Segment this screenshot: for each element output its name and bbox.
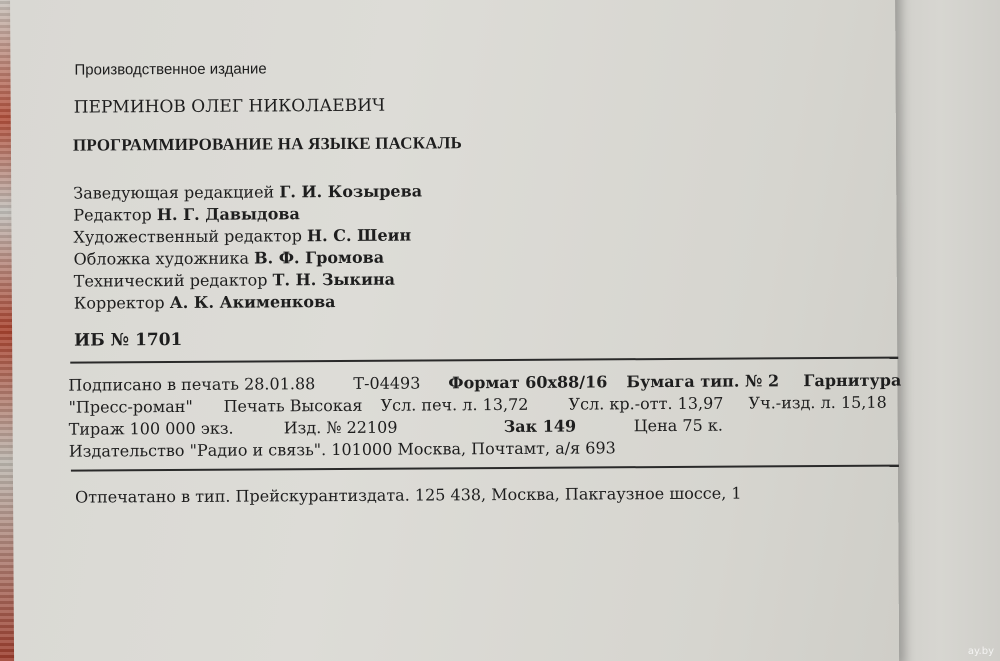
top-rule [70, 357, 898, 364]
staff-name: Н. Г. Давыдова [156, 204, 300, 225]
staff-role: Редактор [73, 205, 152, 225]
watermark-text: ay.by [967, 646, 994, 657]
print-run: Тираж 100 000 экз. [68, 418, 234, 439]
staff-name: А. К. Акименкова [169, 292, 336, 313]
staff-role: Художественный редактор [73, 226, 302, 247]
format: Формат 60х88/16 [448, 372, 608, 393]
staff-name: Т. Н. Зыкина [272, 269, 396, 290]
staff-row [73, 227, 411, 247]
typeface: Гарнитура [803, 370, 902, 391]
imprint-row-4 [69, 438, 899, 463]
staff-name: Г. И. Козырева [279, 181, 423, 202]
color-prints: Усл. кр.-отт. 13,97 [568, 393, 724, 414]
book-page [10, 0, 902, 661]
publisher: Издательство "Радио и связь". 101000 Москва, Почтамт, а/я 693 [68, 438, 616, 461]
staff-name: Н. С. Шеин [306, 225, 412, 246]
author-name: ПЕРМИНОВ ОЛЕГ НИКОЛАЕВИЧ [73, 95, 386, 118]
staff-role: Технический редактор [73, 270, 268, 291]
staff-row [73, 205, 300, 224]
print-method: Печать Высокая [223, 395, 363, 416]
code: Т-04493 [353, 373, 421, 393]
staff-role: Заведующая редакцией [73, 182, 275, 203]
bottom-rule [71, 465, 899, 472]
staff-row [73, 182, 422, 202]
paper: Бумага тип. № 2 [626, 371, 780, 392]
edit-sheets: Уч.-изд. л. 15,18 [748, 392, 887, 413]
book-title: ПРОГРАММИРОВАНИЕ НА ЯЗЫКЕ ПАСКАЛЬ [72, 133, 463, 155]
edition-number: Изд. № 22109 [283, 417, 398, 438]
imprint-row-2 [68, 394, 898, 419]
staff-row [74, 271, 395, 291]
staff-row [74, 249, 385, 269]
staff-role: Корректор [73, 293, 165, 313]
printer-info: Отпечатано в тип. Прейскурантиздата. 125 438, Москва, Пакгаузное шоссе, 1 [75, 483, 742, 507]
order-number: Зак 149 [503, 416, 577, 436]
signed-date: Подписано в печать 28.01.88 [68, 374, 316, 395]
typeface-name: "Пресс-роман" [68, 396, 193, 417]
print-sheets: Усл. печ. л. 13,72 [380, 394, 529, 415]
imprint-row-3 [69, 416, 899, 441]
staff-name: В. Ф. Громова [254, 247, 385, 268]
ib-number: ИБ № 1701 [74, 329, 183, 351]
price: Цена 75 к. [633, 415, 723, 436]
staff-row [74, 293, 336, 313]
staff-role: Обложка художника [73, 248, 250, 269]
edition-type: Производственное издание [74, 60, 267, 79]
